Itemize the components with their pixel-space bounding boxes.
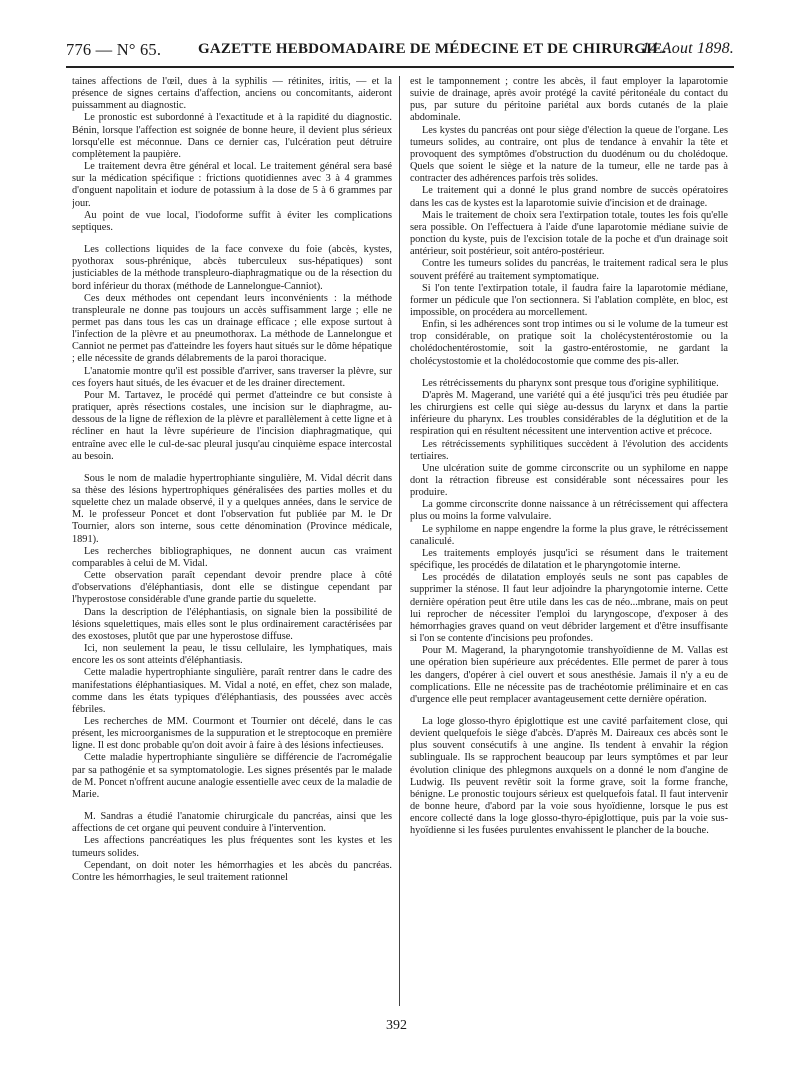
paragraph: Les affections pancréatiques les plus fréquentes sont les kystes et les tumeurs solides.: [72, 835, 392, 859]
issue-date: 14 Aout 1898.: [641, 40, 734, 57]
paragraph: Enfin, si les adhérences sont trop intimes ou si le volume de la tumeur est trop considérable, on pratique soit la cholécystentérostomie ou la cholédochentérostomie, soit la gastro-entérostomie, ne gardant la cholécystostomie et la cholédocostomie que comme des pis-aller.: [410, 319, 728, 367]
paragraph: Le syphilome en nappe engendre la forme la plus grave, le rétrécissement canaliculé.: [410, 523, 728, 547]
paragraph: Cette maladie hypertrophiante singulière, paraît rentrer dans le cadre des manifestations éléphantiasiques. M. Vidal a noté, en effet, chez son malade, comme dans les états typiques d'éléphantiasis, des poussées avec accès fébriles.: [72, 667, 392, 715]
paragraph: Au point de vue local, l'iodoforme suffit à éviter les complications septiques.: [72, 209, 392, 233]
paragraph: Le traitement devra être général et local. Le traitement général sera basé sur la médication spécifique : frictions quotidiennes avec 3 à 4 grammes d'onguent napolitain et iodure de potassium à la dose de 5 à 6 grammes par jour.: [72, 161, 392, 209]
header-rule: [66, 66, 734, 68]
paragraph: Les kystes du pancréas ont pour siège d'élection la queue de l'organe. Les tumeurs solides, au contraire, ont plus de tendance à envahir la tête et provoquent des symptômes d'obstruction du duodénum ou du cholédoque. Quels que soient le siège et la nature de la tumeur, elle ne tarde pas à contracter des adhérences parfois très solides.: [410, 124, 728, 185]
paragraph: Mais le traitement de choix sera l'extirpation totale, toutes les fois qu'elle sera possible. On l'effectuera à l'aide d'une laparotomie médiane suivie de ponction du kyste, puis de l'excision totale de la poche et d'un drainage soit antérieur, soit postérieur, soit antéro-postérieur.: [410, 209, 728, 258]
paragraph: Ces deux méthodes ont cependant leurs inconvénients : la méthode transpleurale ne donne pas toujours un accès suffisamment large ; elle ne permet pas dans tous les cas un drainage efficace ; elle expose surtout à l'infection de la plèvre et au pneumothorax. La méthode de Lannelongue et Canniot ne permet pas d'atteindre les foyers haut situés sur le dôme hépatique ; elle nécessite de grands délabrements de la paroi thoracique.: [72, 292, 392, 365]
paragraph: Les procédés de dilatation employés seuls ne sont pas capables de supprimer la sténose. Il faut leur adjoindre la pharyngotomie interne. Cette dernière opération peut être utile dans les cas de néo...mbrane, mais on peut lui reprocher de nécessiter l'emploi du laryngoscope, d'exposer à des hémorrhagies graves quand on veut débrider largement et d'être insuffisante si l'on se contente d'incisions peu profondes.: [410, 572, 728, 645]
paragraph: Une ulcération suite de gomme circonscrite ou un syphilome en nappe dont la rétraction fibreuse est considérable sont nécessaires pour les produire.: [410, 462, 728, 499]
issue-page-label: 776 — N° 65.: [66, 40, 162, 59]
journal-title: GAZETTE HEBDOMADAIRE DE MÉDECINE ET DE CHIRURGIE.: [198, 41, 667, 57]
paragraph: Les traitements employés jusqu'ici se résument dans le traitement spécifique, les procédés de dilatation et le pharyngotomie interne.: [410, 547, 728, 572]
column-divider: [399, 76, 400, 1006]
paragraph: Pour M. Tartavez, le procédé qui permet d'atteindre ce but consiste à pratiquer, après résections costales, une incision sur le diaphragme, au-dessous de la ligne de réflexion de la plèvre et parallèlement à cette ligne et à récliner en haut la lèvre supérieure de l'incision diaphragmatique, qui entraîne avec elle le cul-de-sac pleural jusqu'au cinquième espace intercostal au besoin.: [72, 389, 392, 462]
paragraph: Le pronostic est subordonné à l'exactitude et à la rapidité du diagnostic. Bénin, lorsque l'affection est soignée de bonne heure, il devient plus sérieux lorsqu'elle est méconnue. Dans ce dernier cas, l'ulcération peut détruire complètement la paupière.: [72, 112, 392, 160]
running-header: [66, 40, 734, 64]
paragraph: Contre les tumeurs solides du pancréas, le traitement radical sera le plus souvent préféré au traitement symptomatique.: [410, 258, 728, 282]
paragraph: Les recherches bibliographiques, ne donnent aucun cas vraiment comparables à celui de M. Vidal.: [72, 545, 392, 569]
paragraph: Ici, non seulement la peau, le tissu cellulaire, les lymphatiques, mais encore les os sont atteints d'éléphantiasis.: [72, 643, 392, 667]
paragraph: Les rétrécissements syphilitiques succèdent à l'évolution des accidents tertiaires.: [410, 438, 728, 462]
paragraph: taines affections de l'œil, dues à la syphilis — rétinites, iritis, — et la présence de signes certains d'affection, anciens ou concomitants, aideront puissamment au diagnostic.: [72, 76, 392, 112]
paragraph: est le tamponnement ; contre les abcès, il faut employer la laparotomie suivie de drainage, après avoir protégé la cavité péritonéale du contact du pus, par suture du péritoine pariétal aux bords cutanés de la plaie abdominale.: [410, 76, 728, 124]
right-column: [410, 76, 728, 996]
paragraph: Cette observation paraît cependant devoir prendre place à côté d'observations d'éléphantiasis, dont elle se distingue cependant par l'hyperostose considérable d'une grande partie du squelette.: [72, 570, 392, 606]
paragraph: Si l'on tente l'extirpation totale, il faudra faire la laparotomie médiane, former un pédicule que l'on sectionnera. Si l'ablation complète, en bloc, est impossible, on procédera au morcellement.: [410, 282, 728, 318]
paragraph: M. Sandras a étudié l'anatomie chirurgicale du pancréas, ainsi que les affections de cet organe qui peuvent conduire à l'intervention.: [72, 811, 392, 835]
page-number: 392: [386, 1018, 407, 1033]
paragraph: Pour M. Magerand, la pharyngotomie transhyoïdienne de M. Vallas est une opération bien supérieure aux précédentes. Elle permet de parer à tous les dangers, d'opérer à ciel ouvert et sous anesthésie. Jamais il n'y a eu de complications. Elle ne nécessite pas de trachéotomie préliminaire et en cas d'urgence elle peut remplacer avantageusement cette dernière opération.: [410, 645, 728, 705]
paragraph: L'anatomie montre qu'il est possible d'arriver, sans traverser la plèvre, sur ces foyers haut situés, de les évacuer et de les drainer directement.: [72, 365, 392, 389]
paragraph: Cette maladie hypertrophiante singulière se différencie de l'acromégalie par sa pathogénie et sa symptomatologie. Les signes présentés par le malade de M. Poncet n'offrent aucune analogie essentielle avec ceux de la maladie de Marie.: [72, 752, 392, 800]
paragraph: Les collections liquides de la face convexe du foie (abcès, kystes, pyothorax sous-phrénique, abcès tuberculeux sus-hépatiques) sont justiciables de la méthode transpleuro-diaphragmatique ou de la résection du bord inférieur du thorax (méthode de Lannelongue-Canniot).: [72, 244, 392, 292]
paragraph: Les recherches de MM. Courmont et Tournier ont décelé, dans le cas présent, les microorganismes de la suppuration et le streptocoque en première ligne. Il est donc probable qu'on doit avoir à faire à des lésions infectieuses.: [72, 715, 392, 752]
paragraph: Les rétrécissements du pharynx sont presque tous d'origine syphilitique.: [422, 377, 719, 389]
paragraph: D'après M. Magerand, une variété qui a été jusqu'ici très peu étudiée par les chirurgiens est celle qui siège au-dessus du larynx et dans la partie inférieure du pharynx. Les troubles considérables de la déglutition et de la respiration qui en résultent nécessitent une intervention active et précoce.: [410, 389, 728, 438]
paragraph: Le traitement qui a donné le plus grand nombre de succès opératoires dans les cas de kystes est la laparotomie suivie d'incision et de drainage.: [410, 185, 728, 209]
paragraph: Sous le nom de maladie hypertrophiante singulière, M. Vidal décrit dans sa thèse des lésions hypertrophiques généralisées des parties molles et du squelette chez un malade observé, il y a quelques années, dans le service de M. le professeur Poncet et dont l'observation fut publiée par M. le Dr Tournier, alors son interne, sous cette dénomination (Province médicale, 1891).: [72, 472, 392, 545]
paragraph: Dans la description de l'éléphantiasis, on signale bien la possibilité de lésions squelettiques, mais elles sont le plus ordinairement caractérisées par des exostoses, plutôt que par une hyperostose diffuse.: [72, 606, 392, 642]
paragraph: La gomme circonscrite donne naissance à un rétrécissement qui affectera plus ou moins la forme valvulaire.: [410, 499, 728, 523]
paragraph: Cependant, on doit noter les hémorrhagies et les abcès du pancréas. Contre les hémorrhagies, le seul traitement rationnel: [72, 859, 392, 883]
paragraph: La loge glosso-thyro épiglottique est une cavité parfaitement close, qui devient quelquefois le siège d'abcès. D'après M. Daireaux ces abcès sont le plus souvent consécutifs à une angine. Ils tendent à envahir la région sublinguale. Ils se rapprochent beaucoup par leurs symptômes et par leur évolution clinique des phlegmons auxquels on a donné le nom d'angine de Ludwig. Ils peuvent revêtir soit la forme grave, soit la forme franche, bénigne. Le pronostic toujours sérieux est quelquefois fatal. Il faut intervenir de bonne heure, d'abord par la voie sous hyoïdienne, lorsque le pus est encore collecté dans la loge glosso-thyro-épiglottique, puis par la voie sus-hyoïdienne si les fusées purulentes envahissent le plancher de la bouche.: [410, 715, 728, 837]
left-column: [72, 76, 392, 996]
